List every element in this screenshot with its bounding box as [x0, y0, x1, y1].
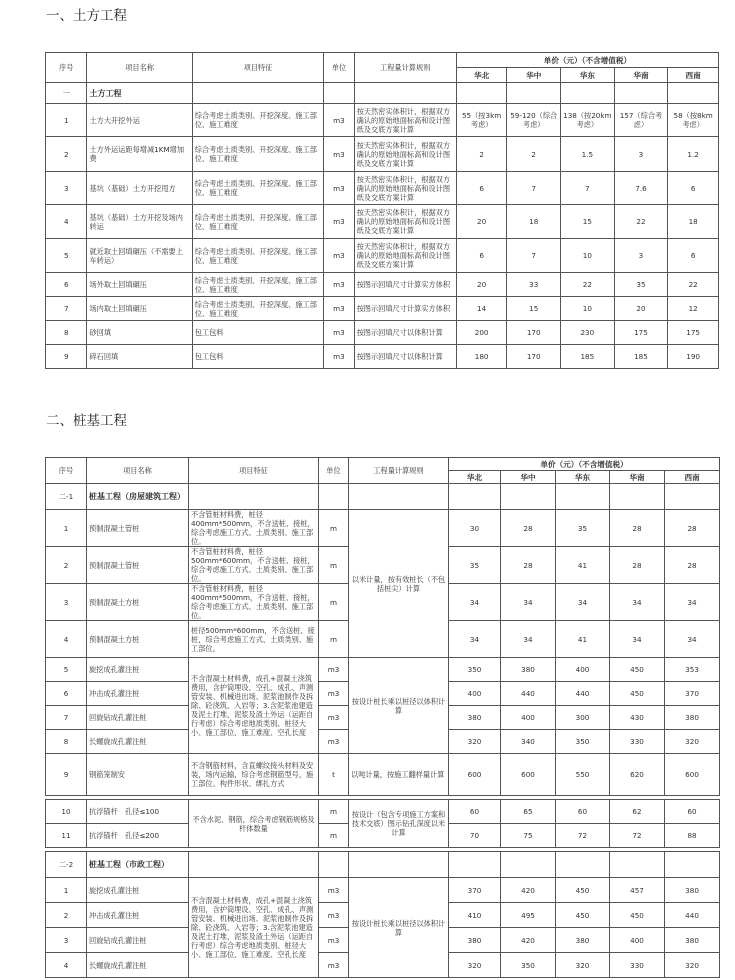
- row-price: 340: [501, 730, 556, 754]
- empty-cell: [189, 484, 319, 510]
- row-name: 基坑（基础）土方开挖甩方: [87, 172, 192, 205]
- row-unit: m3: [324, 273, 354, 297]
- row-price: 300: [556, 706, 610, 730]
- row-no: 8: [46, 321, 87, 345]
- row-no: 2: [46, 903, 87, 928]
- row-price: 70: [449, 824, 501, 848]
- empty-cell: [665, 484, 720, 510]
- row-name: 钢筋笼制安: [87, 754, 189, 796]
- row-price: 34: [556, 584, 610, 621]
- header-region: 华中: [501, 471, 556, 484]
- earthwork-table: [45, 52, 719, 369]
- row-price: 28: [501, 547, 556, 584]
- row-price: 380: [501, 658, 556, 682]
- header-unit: 单位: [319, 458, 349, 484]
- row-rule: 按设计桩长乘以桩径以体积计算: [349, 658, 449, 754]
- row-price: 34: [501, 584, 556, 621]
- empty-cell: [665, 852, 720, 878]
- group-name: 桩基工程（房屋建筑工程）: [87, 484, 189, 510]
- row-unit: m3: [324, 205, 354, 239]
- empty-cell: [501, 484, 556, 510]
- row-rule: 按图示回填尺寸计算实方体积: [354, 297, 456, 321]
- row-no: 11: [46, 824, 87, 848]
- row-no: 5: [46, 239, 87, 273]
- table-row: [46, 172, 719, 205]
- row-no: 4: [46, 621, 87, 658]
- row-price: 41: [556, 547, 610, 584]
- row-rule: 按天然密实体积计，根据双方确认的原始地面标高和设计图纸及交底方案计算: [354, 137, 456, 172]
- row-unit: t: [319, 754, 349, 796]
- row-unit: m3: [319, 953, 349, 978]
- row-rule: 按天然密实体积计，根据双方确认的原始地面标高和设计图纸及交底方案计算: [354, 239, 456, 273]
- header-region: 西南: [665, 471, 720, 484]
- row-feature: 包工包料: [192, 321, 324, 345]
- row-price: 380: [665, 928, 720, 953]
- row-price: 175: [614, 321, 668, 345]
- row-no: 6: [46, 273, 87, 297]
- row-price: 7: [507, 172, 561, 205]
- row-price: 450: [610, 658, 665, 682]
- row-price: 330: [610, 953, 665, 978]
- pile-table: [45, 457, 720, 978]
- row-price: 380: [665, 878, 720, 903]
- row-price: 450: [610, 682, 665, 706]
- row-unit: m: [319, 800, 349, 824]
- header-region: 西南: [668, 68, 719, 83]
- row-price: 320: [556, 953, 610, 978]
- row-price: 7.6: [614, 172, 668, 205]
- empty-cell: [501, 852, 556, 878]
- row-price: 60: [449, 800, 501, 824]
- row-feature: 不含钢筋材料，含直螺纹接头材料及安装，场内运输，综合考虑钢筋型号，施工部位、构件形状、绑扎方式: [189, 754, 319, 796]
- header-region: 华东: [556, 471, 610, 484]
- row-unit: m3: [324, 297, 354, 321]
- row-price: 7: [507, 239, 561, 273]
- empty-cell: [349, 852, 449, 878]
- row-price: 22: [561, 273, 615, 297]
- row-price: 430: [610, 706, 665, 730]
- row-price: 34: [449, 621, 501, 658]
- row-price: 28: [665, 510, 720, 547]
- row-name: 预制混凝土方桩: [87, 584, 189, 621]
- row-price: 370: [449, 878, 501, 903]
- table-row: [46, 658, 720, 682]
- row-price: 400: [556, 658, 610, 682]
- table-row: [46, 104, 719, 137]
- row-price: 59-120（综合考虑）: [507, 104, 561, 137]
- row-unit: m3: [324, 104, 354, 137]
- row-price: 1.2: [668, 137, 719, 172]
- row-price: 600: [449, 754, 501, 796]
- row-price: 28: [610, 547, 665, 584]
- header-rule: 工程量计算规则: [354, 53, 456, 83]
- row-price: 230: [561, 321, 615, 345]
- row-price: 495: [501, 903, 556, 928]
- row-price: 34: [665, 584, 720, 621]
- row-name: 预制混凝土方桩: [87, 621, 189, 658]
- row-no: 7: [46, 706, 87, 730]
- row-no: 3: [46, 584, 87, 621]
- row-name: 冲击成孔灌注桩: [87, 903, 189, 928]
- group-no: 一: [46, 83, 87, 104]
- table-row: [46, 297, 719, 321]
- row-unit: m3: [324, 345, 354, 369]
- row-price: 28: [665, 547, 720, 584]
- row-feature-text: 不含管桩材料费，桩径400mm*500mm，不含送桩、接桩，综合考虑施工方式、土质类别、施工部位。: [191, 584, 315, 620]
- row-unit: m3: [324, 137, 354, 172]
- row-price: 18: [507, 205, 561, 239]
- row-price: 170: [507, 321, 561, 345]
- group-name: 桩基工程（市政工程）: [87, 852, 189, 878]
- row-name: 预制混凝土管桩: [87, 510, 189, 547]
- row-unit: m: [319, 621, 349, 658]
- header-price: 单价（元）（不含增值税）: [456, 53, 718, 68]
- table-row: [46, 878, 720, 903]
- row-price: 60: [556, 800, 610, 824]
- row-name: 预制混凝土管桩: [87, 547, 189, 584]
- row-price: 15: [561, 205, 615, 239]
- row-price: 35: [614, 273, 668, 297]
- row-feature: [189, 584, 319, 621]
- row-name: 碎石回填: [87, 345, 192, 369]
- row-price: 450: [556, 878, 610, 903]
- row-name: 旋挖成孔灌注桩: [87, 878, 189, 903]
- row-feature: 不含混凝土材料费，成孔+混凝土浇筑费用，含护筒埋设、空孔、成孔、声测管安装、机械进出场、泥浆池制作及拆除、砼浇筑、入岩等；3.含泥浆池建造及泥土打堆，泥浆及渣土外运（运距自行考虑）综合考虑地质类别、桩径大小、施工部位、施工难度、空孔长度: [189, 878, 319, 978]
- header-region: 华南: [614, 68, 668, 83]
- row-rule: 按图示回填尺寸以体积计算: [354, 345, 456, 369]
- row-price: 22: [668, 273, 719, 297]
- table-row: [46, 800, 720, 824]
- row-price: 600: [501, 754, 556, 796]
- row-price: 6: [668, 239, 719, 273]
- row-rule: 按设计（包含专项施工方案和技术交底）图示钻孔深度以米计算: [349, 800, 449, 848]
- row-price: 620: [610, 754, 665, 796]
- row-price: 600: [665, 754, 720, 796]
- row-price: 440: [556, 682, 610, 706]
- row-price: 10: [561, 239, 615, 273]
- row-no: 3: [46, 172, 87, 205]
- table-row: [46, 273, 719, 297]
- row-price: 420: [501, 928, 556, 953]
- table-row: [46, 510, 720, 547]
- row-name: 抗浮锚杆 孔径≤200: [87, 824, 189, 848]
- header-feature: 项目特征: [192, 53, 324, 83]
- row-unit: m3: [319, 658, 349, 682]
- row-price: 28: [501, 510, 556, 547]
- row-price: 34: [665, 621, 720, 658]
- row-price: 34: [610, 621, 665, 658]
- row-price: 440: [501, 682, 556, 706]
- row-feature: [189, 547, 319, 584]
- row-unit: m: [319, 510, 349, 547]
- row-no: 1: [46, 510, 87, 547]
- row-name: 就近取土回填碾压（不需要上车转运）: [87, 239, 192, 273]
- row-price: 34: [501, 621, 556, 658]
- empty-cell: [556, 852, 610, 878]
- row-unit: m3: [319, 706, 349, 730]
- row-no: 4: [46, 953, 87, 978]
- row-feature: 综合考虑土质类别、开挖深度、施工部位、施工难度: [192, 273, 324, 297]
- row-price: 450: [556, 903, 610, 928]
- header-name: 项目名称: [87, 458, 189, 484]
- row-rule: 按天然密实体积计，根据双方确认的原始地面标高和设计图纸及交底方案计算: [354, 172, 456, 205]
- header-region: 华北: [449, 471, 501, 484]
- row-unit: m: [319, 824, 349, 848]
- row-price: 10: [561, 297, 615, 321]
- row-rule: 以米计量，按有效桩长（不包括桩尖）计算: [349, 510, 449, 658]
- row-price: 2: [507, 137, 561, 172]
- row-unit: m3: [324, 172, 354, 205]
- row-price: 33: [507, 273, 561, 297]
- row-price: 380: [556, 928, 610, 953]
- row-price: 58（按8km考虑）: [668, 104, 719, 137]
- row-price: 12: [668, 297, 719, 321]
- row-no: 7: [46, 297, 87, 321]
- row-feature-text: 不含管桩材料费，桩径400mm*500mm，不含送桩、接桩，综合考虑施工方式、土质类别、施工部位。: [191, 510, 315, 546]
- row-price: 400: [610, 928, 665, 953]
- row-rule: 按天然密实体积计，根据双方确认的原始地面标高和设计图纸及交底方案计算: [354, 104, 456, 137]
- row-feature: 包工包料: [192, 345, 324, 369]
- row-price: 380: [449, 706, 501, 730]
- row-no: 4: [46, 205, 87, 239]
- row-price: 170: [507, 345, 561, 369]
- row-name: 长螺旋成孔灌注桩: [87, 953, 189, 978]
- row-feature: 综合考虑土质类别、开挖深度、施工部位、施工难度: [192, 137, 324, 172]
- row-price: 157（综合考虑）: [614, 104, 668, 137]
- row-price: 30: [449, 510, 501, 547]
- row-unit: m3: [319, 903, 349, 928]
- row-price: 3: [614, 239, 668, 273]
- row-name: 基坑（基础）土方开挖及场内转运: [87, 205, 192, 239]
- empty-cell: [319, 852, 349, 878]
- table-row: [46, 754, 720, 796]
- row-price: 320: [665, 730, 720, 754]
- group-name: 土方工程: [87, 83, 192, 104]
- empty-cell: [449, 484, 501, 510]
- row-price: 175: [668, 321, 719, 345]
- row-no: 5: [46, 658, 87, 682]
- row-price: 34: [610, 584, 665, 621]
- row-price: 6: [456, 172, 507, 205]
- row-unit: m3: [319, 682, 349, 706]
- header-no: 序号: [46, 458, 87, 484]
- row-price: 6: [456, 239, 507, 273]
- row-price: 18: [668, 205, 719, 239]
- row-rule: 以吨计量，按施工翻样量计算: [349, 754, 449, 796]
- row-price: 353: [665, 658, 720, 682]
- row-price: 55（按3km考虑）: [456, 104, 507, 137]
- table-row: [46, 205, 719, 239]
- row-price: 410: [449, 903, 501, 928]
- row-no: 6: [46, 682, 87, 706]
- row-price: 14: [456, 297, 507, 321]
- row-price: 330: [610, 730, 665, 754]
- row-feature: 综合考虑土质类别、开挖深度、施工部位、施工难度: [192, 205, 324, 239]
- table-row: [46, 321, 719, 345]
- header-feature: 项目特征: [189, 458, 319, 484]
- row-price: 75: [501, 824, 556, 848]
- header-unit: 单位: [324, 53, 354, 83]
- row-price: 35: [556, 510, 610, 547]
- empty-cell: [449, 852, 501, 878]
- row-feature: 综合考虑土质类别、开挖深度、施工部位、施工难度: [192, 239, 324, 273]
- row-feature-text: 桩径500mm*600mm，不含送桩、接桩，综合考虑施工方式、土质类别、施工部位。: [191, 625, 315, 653]
- row-name: 砂回填: [87, 321, 192, 345]
- row-price: 7: [561, 172, 615, 205]
- row-price: 380: [449, 928, 501, 953]
- row-price: 1.5: [561, 137, 615, 172]
- header-name: 项目名称: [87, 53, 192, 83]
- row-name: 旋挖成孔灌注桩: [87, 658, 189, 682]
- row-unit: m: [319, 547, 349, 584]
- header-region: 华北: [456, 68, 507, 83]
- row-unit: m3: [324, 239, 354, 273]
- group-no: 二-1: [46, 484, 87, 510]
- row-price: 22: [614, 205, 668, 239]
- row-name: 回旋钻成孔灌注桩: [87, 706, 189, 730]
- section1-title: 一、土方工程: [46, 8, 127, 24]
- row-price: 185: [614, 345, 668, 369]
- row-price: 350: [501, 953, 556, 978]
- row-price: 6: [668, 172, 719, 205]
- row-name: 冲击成孔灌注桩: [87, 682, 189, 706]
- header-region: 华东: [561, 68, 615, 83]
- empty-cell: [610, 852, 665, 878]
- row-price: 72: [610, 824, 665, 848]
- row-price: 200: [456, 321, 507, 345]
- empty-cell: [556, 484, 610, 510]
- row-price: 34: [449, 584, 501, 621]
- row-price: 65: [501, 800, 556, 824]
- row-feature: 不含混凝土材料费，成孔+混凝土浇筑费用，含护筒埋设、空孔、成孔、声测管安装、机械进出场、泥浆池制作及拆除、砼浇筑、入岩等；3.含泥浆池建造及泥土打堆，泥浆及渣土外运（运距自行考虑）综合考虑地质类别、桩径大小、施工部位、施工难度、空孔长度: [189, 658, 319, 754]
- header-no: 序号: [46, 53, 87, 83]
- row-price: 420: [501, 878, 556, 903]
- row-price: 185: [561, 345, 615, 369]
- row-feature: 不含水泥、钢筋，综合考虑钢筋规格及杆体数量: [189, 800, 319, 848]
- row-price: 3: [614, 137, 668, 172]
- empty-cell: [319, 484, 349, 510]
- empty-cell: [610, 484, 665, 510]
- row-feature: 综合考虑土质类别、开挖深度、施工部位、施工难度: [192, 297, 324, 321]
- row-price: 20: [456, 205, 507, 239]
- row-price: 20: [456, 273, 507, 297]
- row-rule: 按图示回填尺寸以体积计算: [354, 321, 456, 345]
- row-feature: 综合考虑土质类别、开挖深度、施工部位、施工难度: [192, 104, 324, 137]
- row-no: 8: [46, 730, 87, 754]
- row-rule: 按天然密实体积计，根据双方确认的原始地面标高和设计图纸及交底方案计算: [354, 205, 456, 239]
- row-price: 20: [614, 297, 668, 321]
- row-price: 457: [610, 878, 665, 903]
- row-unit: m3: [319, 878, 349, 903]
- header-region: 华南: [610, 471, 665, 484]
- row-price: 35: [449, 547, 501, 584]
- row-price: 450: [610, 903, 665, 928]
- header-rule: 工程量计算规则: [349, 458, 449, 484]
- row-no: 1: [46, 104, 87, 137]
- row-name: 回旋钻成孔灌注桩: [87, 928, 189, 953]
- row-price: 138（按20km考虑）: [561, 104, 615, 137]
- row-price: 320: [665, 953, 720, 978]
- row-price: 2: [456, 137, 507, 172]
- row-price: 180: [456, 345, 507, 369]
- row-price: 550: [556, 754, 610, 796]
- table-row: [46, 239, 719, 273]
- row-no: 2: [46, 547, 87, 584]
- row-no: 10: [46, 800, 87, 824]
- row-price: 350: [449, 658, 501, 682]
- row-no: 9: [46, 345, 87, 369]
- row-feature: [189, 510, 319, 547]
- row-name: 长螺旋成孔灌注桩: [87, 730, 189, 754]
- row-name: 土方大开挖外运: [87, 104, 192, 137]
- empty-cell: [189, 852, 319, 878]
- row-name: 土方外运运距每增减1KM增加费: [87, 137, 192, 172]
- section2-title: 二、桩基工程: [46, 413, 127, 429]
- row-rule: 按图示回填尺寸计算实方体积: [354, 273, 456, 297]
- row-price: 440: [665, 903, 720, 928]
- row-rule: 按设计桩长乘以桩径以体积计算: [349, 878, 449, 978]
- row-name: 场外取土回填碾压: [87, 273, 192, 297]
- row-no: 9: [46, 754, 87, 796]
- row-price: 350: [556, 730, 610, 754]
- row-price: 28: [610, 510, 665, 547]
- row-price: 88: [665, 824, 720, 848]
- row-price: 60: [665, 800, 720, 824]
- row-price: 41: [556, 621, 610, 658]
- row-price: 380: [665, 706, 720, 730]
- row-price: 370: [665, 682, 720, 706]
- row-no: 3: [46, 928, 87, 953]
- row-no: 1: [46, 878, 87, 903]
- row-feature-text: 不含管桩材料费，桩径500mm*600mm，不含送桩、接桩，综合考虑施工方式、土质类别、施工部位。: [191, 547, 315, 583]
- row-unit: m: [319, 584, 349, 621]
- row-price: 320: [449, 953, 501, 978]
- group-no: 二-2: [46, 852, 87, 878]
- header-region: 华中: [507, 68, 561, 83]
- row-price: 15: [507, 297, 561, 321]
- row-price: 72: [556, 824, 610, 848]
- row-price: 400: [501, 706, 556, 730]
- table-row: [46, 345, 719, 369]
- row-no: 2: [46, 137, 87, 172]
- row-price: 400: [449, 682, 501, 706]
- row-price: 190: [668, 345, 719, 369]
- row-price: 62: [610, 800, 665, 824]
- row-unit: m3: [324, 321, 354, 345]
- row-feature: [189, 621, 319, 658]
- empty-cell: [349, 484, 449, 510]
- row-price: 320: [449, 730, 501, 754]
- row-name: 抗浮锚杆 孔径≤100: [87, 800, 189, 824]
- row-feature: 综合考虑土质类别、开挖深度、施工部位、施工难度: [192, 172, 324, 205]
- row-name: 场内取土回填碾压: [87, 297, 192, 321]
- table-row: [46, 137, 719, 172]
- header-price: 单价（元）（不含增值税）: [449, 458, 720, 471]
- row-unit: m3: [319, 730, 349, 754]
- row-unit: m3: [319, 928, 349, 953]
